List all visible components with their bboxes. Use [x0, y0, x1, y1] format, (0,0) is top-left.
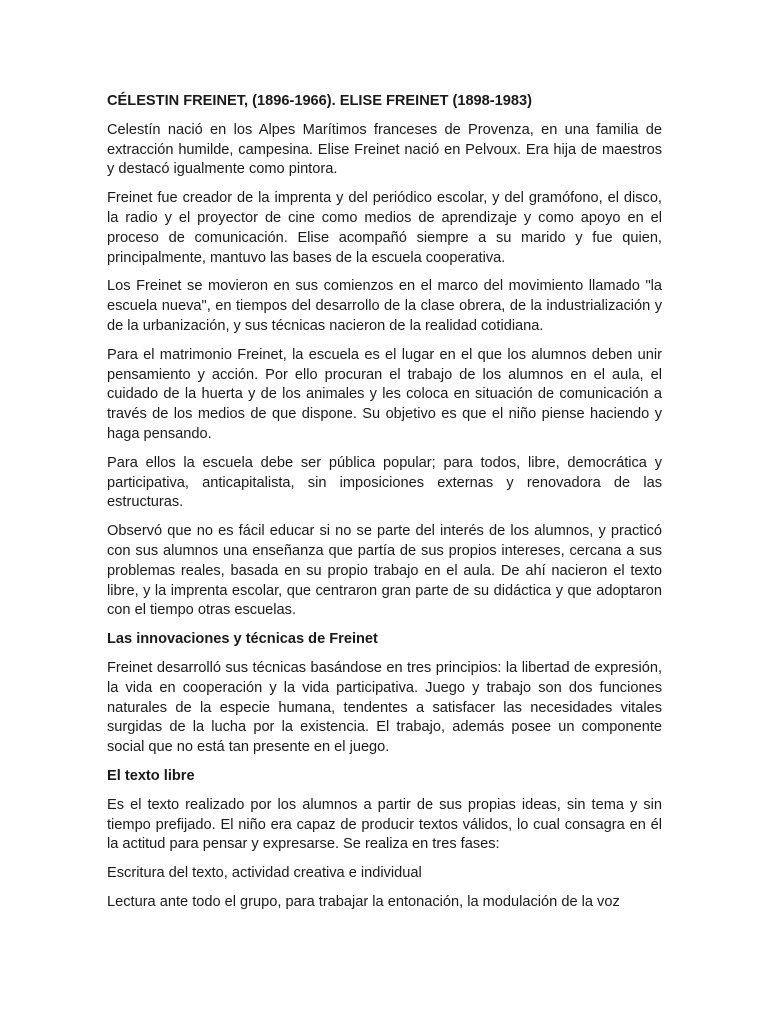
paragraph-new-school: Los Freinet se movieron en sus comienzos en el marco del movimiento llamado "la escuela nueva", en tiempos del desarrollo de la clase obrera, de la industrialización y de la urbanización, y sus técnicas nacieron de la realidad cotidiana.: [107, 278, 662, 334]
document-title: CÉLESTIN FREINET, (1896-1966). ELISE FREINET (1898-1983): [107, 93, 532, 109]
phase-item: Lectura ante todo el grupo, para trabajar la entonación, la modulación de la voz: [107, 893, 620, 910]
phase-item: Escritura del texto, actividad creativa e individual: [107, 865, 422, 882]
paragraph-public-school: Para ellos la escuela debe ser pública popular; para todos, libre, democrática y participativa, anticapitalista, sin imposiciones externas y renovadora de las estructuras.: [107, 454, 662, 511]
section-heading-free-text: El texto libre: [107, 767, 195, 784]
paragraph-innovations: Freinet desarrolló sus técnicas basándose en tres principios: la libertad de expresión, la vida en cooperación y la vida participativa. Juego y trabajo son dos funciones naturales de la especie humana, tendentes a satisfacer las necesidades vitales surgidas de la lucha por la existencia. El trabajo, además posee un componente social que no está tan presente en el juego.: [107, 659, 662, 756]
paragraph-student-interest: Observó que no es fácil educar si no se parte del interés de los alumnos, y practicó con sus alumnos una enseñanza que partía de sus propios intereses, cercana a sus problemas reales, basada en su propio trabajo en el aula. De ahí nacieron el texto libre, y la imprenta escolar, que centraron gran parte de su didáctica y que adoptaron con el tiempo otras escuelas.: [107, 523, 662, 619]
paragraph-inventions: Freinet fue creador de la imprenta y del periódico escolar, y del gramófono, el disco, la radio y el proyector de cine como medios de aprendizaje y como apoyo en el proceso de comunicación. Elise acompañó siempre a su marido y fue quien, principalmente, mantuvo las bases de la escuela cooperativa.: [107, 190, 662, 266]
paragraph-thought-action: Para el matrimonio Freinet, la escuela es el lugar en el que los alumnos deben unir pensamiento y acción. Por ello procuran el trabajo de los alumnos en el aula, el cuidado de la huerta y de los animales y les coloca en situación de comunicación a través de los medios de que dispone. Su objetivo es que el niño piense haciendo y haga pensando.: [107, 346, 662, 442]
paragraph-free-text: Es el texto realizado por los alumnos a partir de sus propias ideas, sin tema y sin tiempo prefijado. El niño era capaz de producir textos válidos, lo cual consagra en él la actitud para pensar y expresarse. Se realiza en tres fases:: [107, 796, 662, 853]
section-heading-innovations: Las innovaciones y técnicas de Freinet: [107, 631, 378, 648]
paragraph-origins: Celestín nació en los Alpes Marítimos franceses de Provenza, en una familia de extracción humilde, campesina. Elise Freinet nació en Pelvoux. Era hija de maestros y destacó igualmente como pintora.: [107, 121, 662, 178]
document-page: [107, 92, 662, 922]
